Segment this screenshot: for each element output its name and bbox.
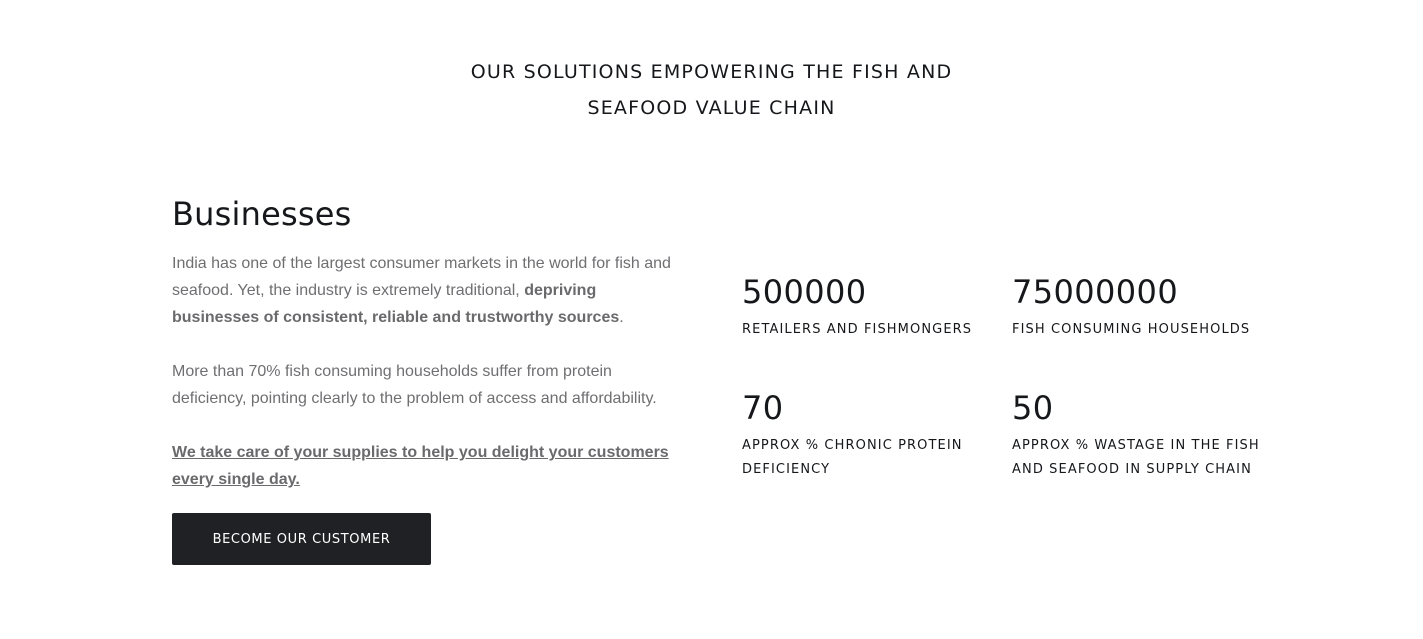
stat-label: FISH CONSUMING HOUSEHOLDS	[1012, 322, 1251, 337]
businesses-column	[172, 190, 692, 565]
paragraph-1-text: India has one of the largest consumer markets in the world for fish and seafood. Yet, the industry is extremely traditional,	[172, 255, 671, 299]
businesses-paragraph-3	[172, 439, 672, 493]
stat-retailers	[742, 268, 992, 342]
stat-label: RETAILERS AND FISHMONGERS	[742, 322, 973, 337]
stat-label: APPROX % CHRONIC PROTEIN DEFICIENCY	[742, 438, 963, 477]
paragraph-1-emphasis: depriving businesses of consistent, reliable and trustworthy sources	[172, 282, 620, 326]
businesses-paragraph-2: More than 70% fish consuming households suffer from protein deficiency, pointing clearly to the problem of access and affordability.	[172, 363, 657, 407]
stat-value: 500000	[742, 273, 867, 311]
supplies-link[interactable]: We take care of your supplies to help you delight your customers every single day.	[172, 444, 669, 488]
stat-protein-deficiency	[742, 384, 972, 482]
stat-value: 50	[1012, 389, 1054, 427]
businesses-paragraph-1	[172, 250, 687, 331]
stat-wastage	[1012, 384, 1262, 482]
businesses-heading: Businesses	[172, 195, 352, 233]
section-title	[0, 54, 1423, 126]
stat-households	[1012, 268, 1262, 342]
paragraph-1-end: .	[619, 309, 624, 326]
become-customer-button[interactable]: BECOME OUR CUSTOMER	[172, 513, 431, 565]
stat-value: 70	[742, 389, 784, 427]
section-title-line-1: OUR SOLUTIONS EMPOWERING THE FISH AND	[470, 60, 953, 83]
stat-label: APPROX % WASTAGE IN THE FISH AND SEAFOOD IN SUPPLY CHAIN	[1012, 438, 1260, 477]
section-title-line-2: SEAFOOD VALUE CHAIN	[587, 96, 836, 119]
stat-value: 75000000	[1012, 273, 1179, 311]
